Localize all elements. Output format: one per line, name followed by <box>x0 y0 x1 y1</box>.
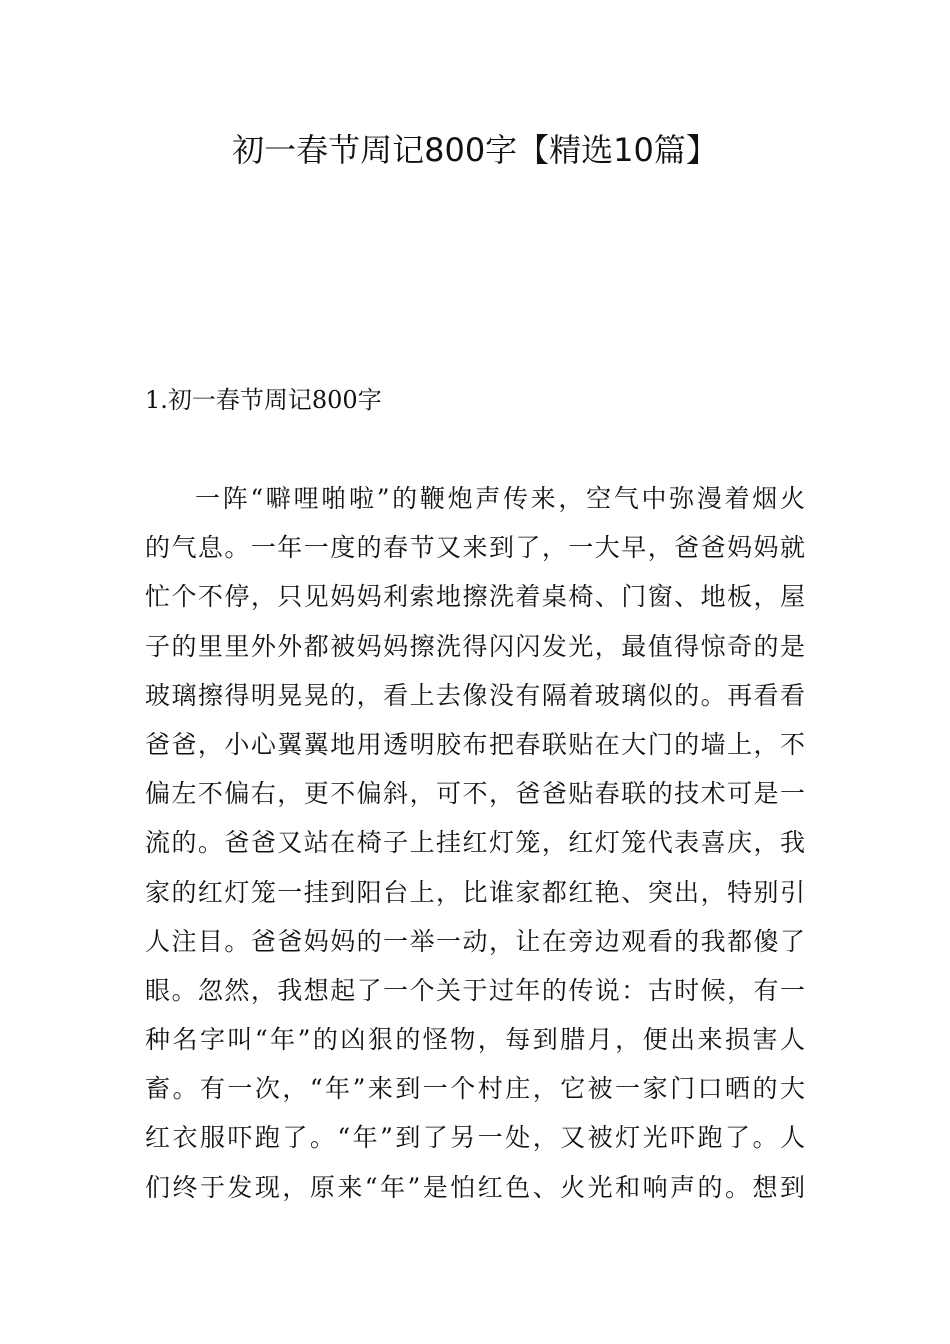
paragraph-line: 的气息。一年一度的春节又来到了，一大早，爸爸妈妈就 <box>145 533 805 563</box>
paragraph-line: 家的红灯笼一挂到阳台上，比谁家都红艳、突出，特别引 <box>145 877 805 907</box>
paragraph-line: 畜。有一次，“年”来到一个村庄，它被一家门口晒的大 <box>145 1074 805 1104</box>
paragraph-line: 们终于发现，原来“年”是怕红色、火光和响声的。想到 <box>145 1172 805 1202</box>
body-paragraph <box>145 474 805 1212</box>
paragraph-line: 忙个不停，只见妈妈利索地擦洗着桌椅、门窗、地板，屋 <box>145 582 805 612</box>
section-heading: 1.初一春节周记800字 <box>145 386 382 414</box>
paragraph-line: 眼。忽然，我想起了一个关于过年的传说：古时候，有一 <box>145 975 805 1005</box>
paragraph-line: 爸爸，小心翼翼地用透明胶布把春联贴在大门的墙上，不 <box>145 729 805 759</box>
paragraph-line: 人注目。爸爸妈妈的一举一动，让在旁边观看的我都傻了 <box>145 926 805 956</box>
paragraph-line: 红衣服吓跑了。“年”到了另一处，又被灯光吓跑了。人 <box>145 1123 805 1153</box>
paragraph-line: 子的里里外外都被妈妈擦洗得闪闪发光，最值得惊奇的是 <box>145 631 805 661</box>
document-title: 初一春节周记800字【精选10篇】 <box>232 131 718 169</box>
paragraph-line: 流的。爸爸又站在椅子上挂红灯笼，红灯笼代表喜庆，我 <box>145 828 805 858</box>
paragraph-line: 偏左不偏右，更不偏斜，可不，爸爸贴春联的技术可是一 <box>145 779 805 809</box>
paragraph-line: 一阵“噼哩啪啦”的鞭炮声传来，空气中弥漫着烟火 <box>195 484 805 513</box>
paragraph-line: 玻璃擦得明晃晃的，看上去像没有隔着玻璃似的。再看看 <box>145 680 805 710</box>
paragraph-line: 种名字叫“年”的凶狠的怪物，每到腊月，便出来损害人 <box>145 1025 805 1055</box>
